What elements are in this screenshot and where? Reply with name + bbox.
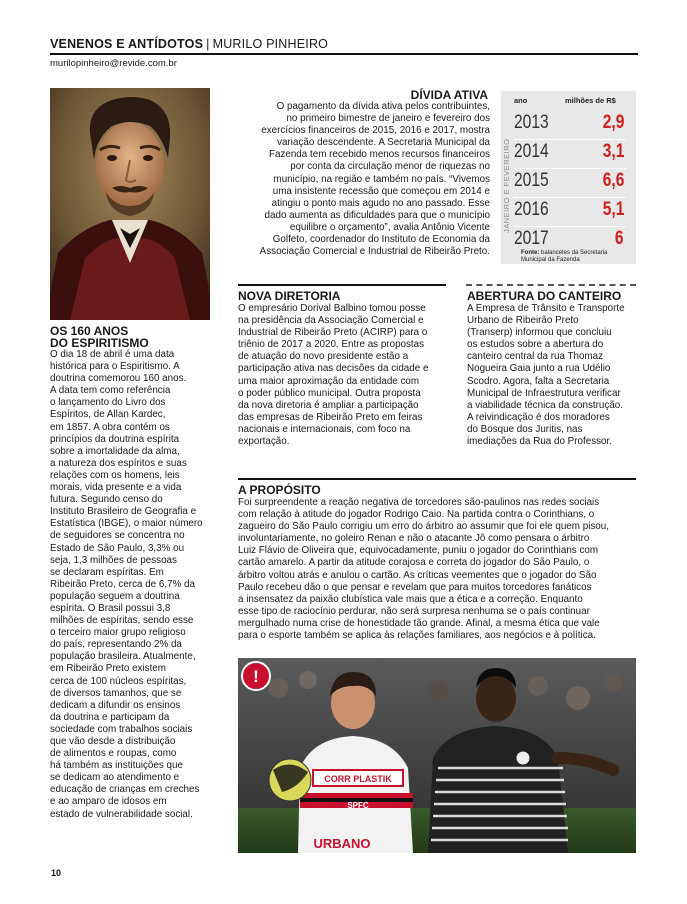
alert-icon: ! xyxy=(253,667,259,686)
table-divider xyxy=(514,226,626,227)
table-divider xyxy=(514,139,626,140)
table-value: 6 xyxy=(615,228,624,249)
header-rule xyxy=(50,53,638,55)
header-separator: | xyxy=(206,37,210,51)
diretoria-title: NOVA DIRETORIA xyxy=(238,289,341,303)
canteiro-title: ABERTURA DO CANTEIRO xyxy=(467,289,622,303)
espiritismo-body: O dia 18 de abril é uma data histórica para o Espiritismo. A doutrina comemorou 160 anos. A data tem como referência o lançamento do Livro dos Espíritos, de Allan Kardec, em 1857. A obra contém os princípios da doutrina espírita sobre a imortalidade da alma, a natureza dos espíritos e suas relações com os homens, leis morais, vida presente e a vida futura. Segundo censo do Instituto Brasileiro de Geografia e Estatística (IBGE), o maior número de seguidores se concentra no Estado de São Paulo, 3,3% ou seja, 1,3 milhões de pessoas se declaram espíritas. Em Ribeirão Preto, cerca de 6,7% da população seguem a doutrina espírita. O Brasil possui 3,8 milhões de espíritas, sendo esse o terceiro maior grupo religioso do país, representando 2% da população brasileira. Atualmente, em Ribeirão Preto existem cerca de 100 núcleos espíritas, de diversos tamanhos, que se dedicam a difundir os ensinos da doutrina e participam da sociedade com trabalhos sociais que vão desde a distribuição de alimentos e roupas, como há também as instituições que se dedicam ao atendimento e educação de crianças em creches e ao amparo de idosos em estado de vulnerabilidade social. xyxy=(50,349,203,820)
section-name: VENENOS E ANTÍDOTOS xyxy=(50,37,204,51)
table-value: 3,1 xyxy=(602,141,624,162)
table-year: 2017 xyxy=(514,228,549,249)
divider-canteiro xyxy=(466,284,636,286)
table-year: 2013 xyxy=(514,112,549,133)
author-name: MURILO PINHEIRO xyxy=(212,37,329,51)
column-title xyxy=(50,37,328,51)
table-value: 5,1 xyxy=(602,199,624,220)
table-divider xyxy=(514,168,626,169)
table-col-value: milhões de R$ xyxy=(565,96,616,105)
table-source xyxy=(521,250,631,264)
page-number: 10 xyxy=(51,868,62,878)
divida-title: DÍVIDA ATIVA xyxy=(410,88,488,102)
football-photo xyxy=(238,658,636,853)
dividas-table xyxy=(501,91,636,264)
table-col-year: ano xyxy=(514,96,528,105)
proposito-title: A PROPÓSITO xyxy=(238,483,321,497)
espiritismo-title: OS 160 ANOS DO ESPIRITISMO xyxy=(50,324,149,350)
table-divider xyxy=(514,197,626,198)
table-year: 2016 xyxy=(514,199,549,220)
table-side-label: JANEIRO E FEVEREIRO xyxy=(502,138,511,233)
table-source-label: Fonte: xyxy=(521,250,540,256)
divida-body: O pagamento da dívida ativa pelos contribuintes, no primeiro bimestre de janeiro e fevereiro dos exercícios financeiros de 2015, 2016 e 2017, mostra variação descendente. A Secretaria Municipal da Fazenda tem recebido menos recursos financeiros por conta da circulação menor de riquezas no município, na região e também no país. “Vivemos uma insistente recessão que começou em 2014 e atingiu o ponto mais agudo no ano passado. Esse dado aumenta as dificuldades para que o município equilibre o orçamento”, avalia Antônio Vicente Golfeto, coordenador do Instituto de Economia da Associação Comercial e Industrial de Ribeirão Preto. xyxy=(259,101,490,258)
shirt-sponsor: CORR PLASTIK xyxy=(324,774,392,784)
table-value: 2,9 xyxy=(602,112,624,133)
proposito-body: Foi surpreendente a reação negativa de torcedores são-paulinos nas redes sociais com relação à atitude do jogador Rodrigo Caio. Na partida contra o Corinthians, o zagueiro do São Paulo corrigiu um erro do árbitro ao assumir que foi ele quem pisou, involuntariamente, no goleiro Renan e não o atacante Jô como pensara o árbitro Luiz Flávio de Oliveira que, equivocadamente, puniu o jogador do Corinthians com cartão amarelo. A partir da atitude corajosa e correta do jogador do São Paulo, o árbitro voltou atrás e anulou o cartão. As críticas veementes que o jogador do São Paulo recebeu dão o que pensar e revelam que para muitos torcedores fanáticos a insensatez da paixão clubística vale mais que a ética e a correção. Enquanto esse tipo de raciocínio perdurar, não será surpresa nenhuma se o país continuar mergulhado numa crise de honestidade tão grande. Afinal, a mesma ética que vale para o esporte também se aplica às relações familiares, aos negócios e à política. xyxy=(238,497,609,642)
table-year: 2014 xyxy=(514,141,549,162)
table-value: 6,6 xyxy=(602,170,624,191)
diretoria-body: O empresário Dorival Balbino tomou posse na presidência da Associação Comercial e Industrial de Ribeirão Preto (ACIRP) para o triênio de 2017 a 2020. Entre as propostas de atuação do novo presidente estão a participação ativa nas decisões da cidade e uma maior aproximação da entidade com o poder público municipal. Outra proposta da nova diretoria é ampliar a participação das empresas de Ribeirão Preto em feiras nacionais e internacionais, com foco na exportação. xyxy=(238,303,429,448)
canteiro-body: A Empresa de Trânsito e Transporte Urbano de Ribeirão Preto (Transerp) informou que concluiu os estudos sobre a abertura do canteiro central da rua Thomaz Nogueira Gaia junto a rua Udélio Scodro. Agora, falta a Secretaria Municipal de Infraestrutura verificar a viabilidade técnica da construção. A reivindicação é dos moradores do Bosque dos Juritis, nas imediações da Rua do Professor. xyxy=(467,303,625,448)
divider-diretoria xyxy=(238,284,446,286)
divider-proposito xyxy=(238,478,636,480)
table-year: 2015 xyxy=(514,170,549,191)
shirt-badge: SPFC xyxy=(347,801,369,810)
table-source-text: balancetes da Secretaria Municipal da Fazenda xyxy=(521,250,608,263)
author-email: murilopinheiro@revide.com.br xyxy=(50,58,177,69)
kardec-portrait xyxy=(50,88,210,320)
shirt-bottom-text: URBANO xyxy=(313,836,371,851)
